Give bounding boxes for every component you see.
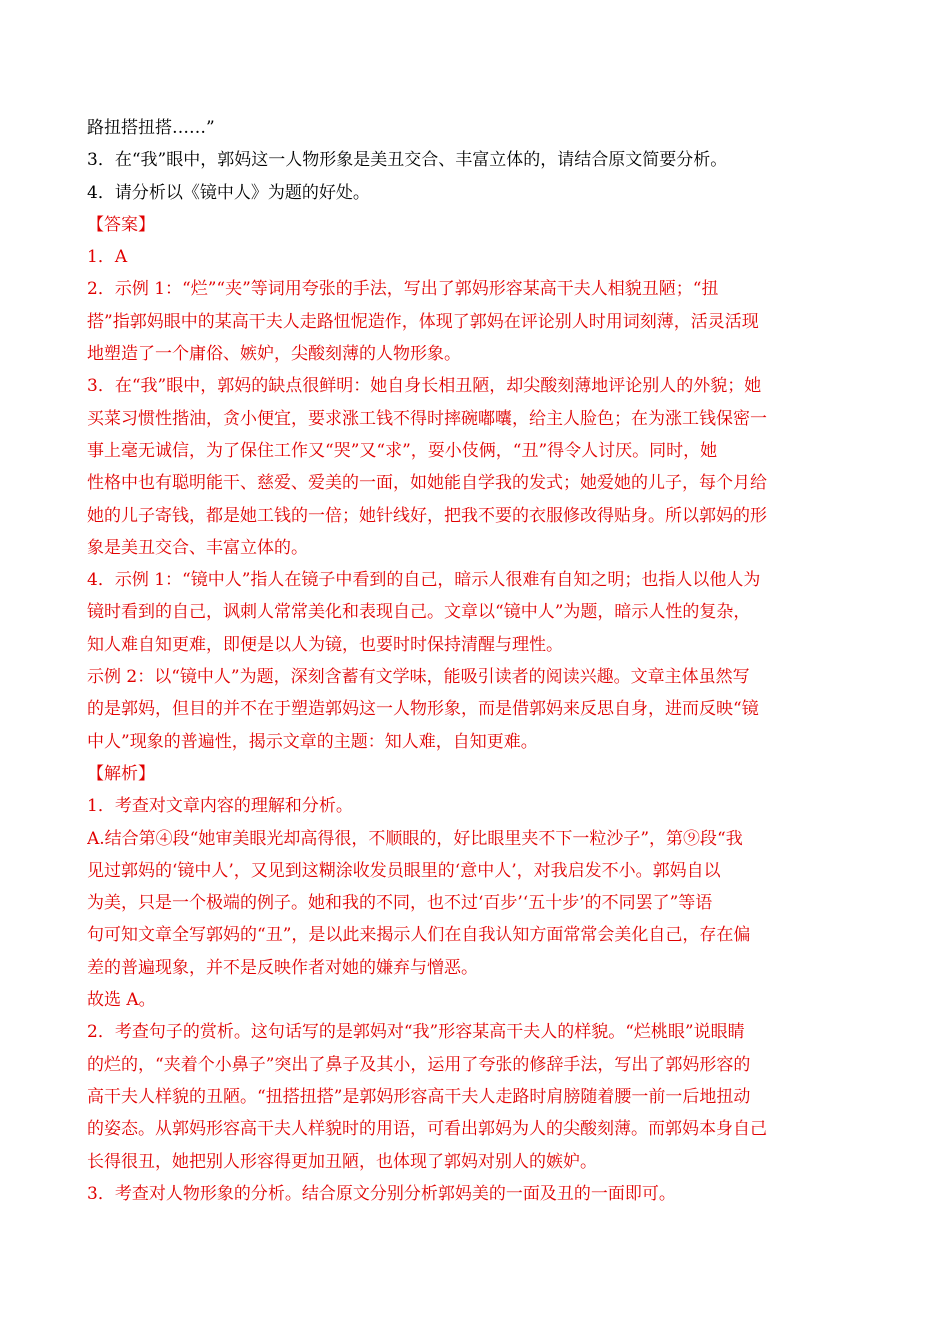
text-line: 【解析】 xyxy=(87,763,155,784)
text-line: 知人难自知更难，即便是以人为镜，也要时时保持清醒与理性。 xyxy=(87,634,563,655)
text-line: 故选 A。 xyxy=(87,990,156,1011)
text-line: 句可知文章全写郭妈的“丑”，是以此来揭示人们在自我认知方面常常会美化自己，存在偏 xyxy=(87,925,751,946)
text-line: 3．在“我”眼中，郭妈的缺点很鲜明：她自身长相丑陋，却尖酸刻薄地评论别人的外貌；她 xyxy=(87,376,762,397)
text-line: 路扭搭扭搭……” xyxy=(87,118,215,138)
text-line: 高干夫人样貌的丑陋。“扭搭扭搭”是郭妈形容高干夫人走路时肩膀随着腰一前一后地扭动 xyxy=(87,1086,751,1107)
document-page xyxy=(87,112,865,1210)
text-line: 差的普遍现象，并不是反映作者对她的嫌弃与憎恶。 xyxy=(87,957,478,978)
text-line: 的姿态。从郭妈形容高干夫人样貌时的用语，可看出郭妈为人的尖酸刻薄。而郭妈本身自己 xyxy=(87,1119,767,1140)
text-line: 她的儿子寄钱，都是她工钱的一倍；她针线好，把我不要的衣服修改得贴身。所以郭妈的形 xyxy=(87,505,767,526)
text-line: 4．请分析以《镜中人》为题的好处。 xyxy=(87,182,370,203)
text-line: 买菜习惯性揩油，贪小便宜，要求涨工钱不得时摔碗嘟囔，给主人脸色；在为涨工钱保密一 xyxy=(87,408,767,429)
text-line: 象是美丑交合、丰富立体的。 xyxy=(87,537,308,558)
text-line: 【答案】 xyxy=(87,214,155,235)
text-line: 长得很丑，她把别人形容得更加丑陋，也体现了郭妈对别人的嫉妒。 xyxy=(87,1151,597,1172)
text-line: 的是郭妈，但目的并不在于塑造郭妈这一人物形象，而是借郭妈来反思自身，进而反映“镜 xyxy=(87,699,759,720)
text-line: 地塑造了一个庸俗、嫉妒，尖酸刻薄的人物形象。 xyxy=(87,344,461,365)
text-line: 示例 2：以“镜中人”为题，深刻含蓄有文学味，能吸引读者的阅读兴趣。文章主体虽然写 xyxy=(87,667,750,688)
text-line: 2．示例 1：“烂”“夹”等词用夸张的手法，写出了郭妈形容某高干夫人相貌丑陋；“扭 xyxy=(87,279,719,300)
text-line: 3．在“我”眼中，郭妈这一人物形象是美丑交合、丰富立体的，请结合原文简要分析。 xyxy=(87,150,728,171)
text-line: 为美，只是一个极端的例子。她和我的不同，也不过‘百步’‘五十步’的不同罢了”等语 xyxy=(87,893,713,914)
text-line: 镜时看到的自己，讽刺人常常美化和表现自己。文章以“镜中人”为题，暗示人性的复杂， xyxy=(87,602,751,623)
text-line: 1．考查对文章内容的理解和分析。 xyxy=(87,796,353,817)
text-line: 4．示例 1：“镜中人”指人在镜子中看到的自己，暗示人很难有自知之明；也指人以他人为 xyxy=(87,570,761,591)
text-line: A.结合第④段“她审美眼光却高得很，不顺眼的，好比眼里夹不下一粒沙子”，第⑨段“我 xyxy=(87,828,743,849)
text-line: 的烂的，“夹着个小鼻子”突出了鼻子及其小，运用了夸张的修辞手法，写出了郭妈形容的 xyxy=(87,1054,751,1075)
text-line: 搭”指郭妈眼中的某高干夫人走路忸怩造作，体现了郭妈在评论别人时用词刻薄，活灵活现 xyxy=(87,311,759,332)
text-line: 2．考查句子的赏析。这句话写的是郭妈对“我”形容某高干夫人的样貌。“烂桃眼”说眼睛 xyxy=(87,1022,745,1043)
text-line: 3．考查对人物形象的分析。结合原文分别分析郭妈美的一面及丑的一面即可。 xyxy=(87,1183,676,1204)
text-line: 见过郭妈的‘镜中人’，又见到这糊涂收发员眼里的‘意中人’，对我启发不小。郭妈自以 xyxy=(87,860,721,881)
text-line: 事上毫无诚信，为了保住工作又“哭”又“求”，耍小伎俩，“丑”得令人讨厌。同时，她 xyxy=(87,440,718,461)
text-line: 1．A xyxy=(87,247,128,268)
text-line: 中人”现象的普遍性，揭示文章的主题：知人难，自知更难。 xyxy=(87,731,538,752)
text-line: 性格中也有聪明能干、慈爱、爱美的一面，如她能自学我的发式；她爱她的儿子，每个月给 xyxy=(87,473,767,494)
